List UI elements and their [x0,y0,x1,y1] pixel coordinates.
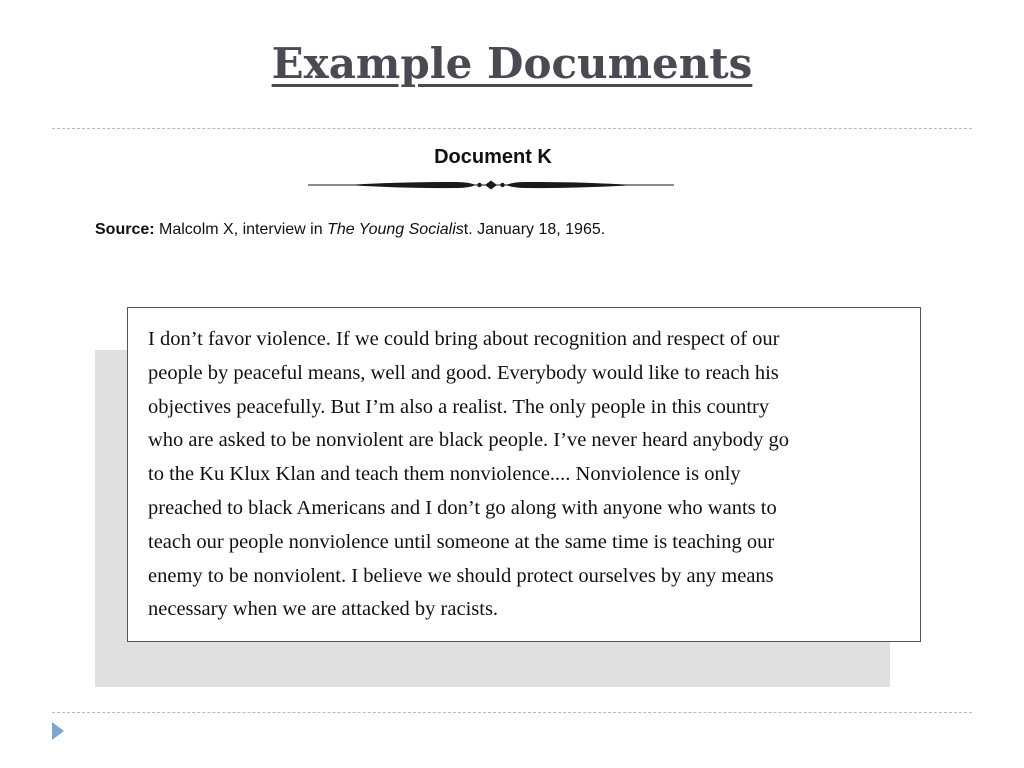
quote-line: who are asked to be nonviolent are black people. I’ve never heard anybody go [148,429,789,452]
top-dashed-divider [52,128,972,129]
quote-line: people by peaceful means, well and good. Everybody would like to reach his [148,361,779,384]
quote-line: teach our people nonviolence until someone at the same time is teaching our [148,530,775,553]
slide-title [0,38,1024,90]
source-label: Source: [95,221,155,238]
quote-line: I don’t favor violence. If we could bring about recognition and respect of our [148,328,780,350]
quote-line: to the Ku Klux Klan and teach them nonviolence.... Nonviolence is only [148,463,741,486]
bottom-dashed-divider [52,712,972,713]
source-publication: The Young Socialis [327,221,464,238]
quote-box [127,307,921,642]
document-heading: Document K [434,146,552,168]
quote-text [148,323,906,627]
source-text-before: Malcolm X, interview in [154,221,328,238]
slide-title-text: Example Documents [271,39,753,88]
quote-line: preached to black Americans and I don’t go along with anyone who wants to [148,496,777,519]
ornamental-divider-icon [306,175,676,195]
triangle-bullet-icon [50,719,66,743]
quote-line: objectives peacefully. But I’m also a realist. The only people in this country [148,395,770,418]
quote-line: necessary when we are attacked by racists. [148,598,499,621]
source-citation [95,219,975,241]
quote-line: enemy to be nonviolent. I believe we should protect ourselves by any means [148,564,774,587]
source-text-after: t. January 18, 1965. [463,221,606,238]
